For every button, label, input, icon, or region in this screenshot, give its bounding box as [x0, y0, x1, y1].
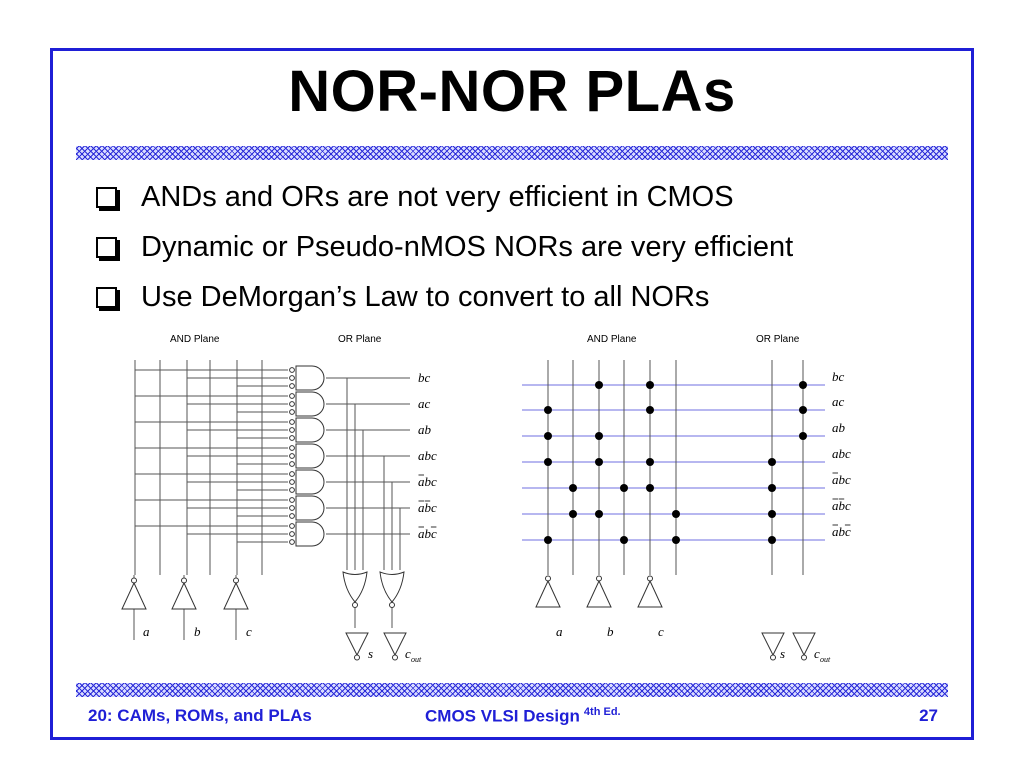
transistor-dot [595, 381, 603, 389]
gate-input-bubble [290, 446, 295, 451]
or-gate [380, 572, 404, 602]
input-label-c: c [246, 624, 252, 639]
transistor-dot [620, 484, 628, 492]
transistor-dot [799, 432, 807, 440]
inverter-symbol [638, 581, 662, 607]
input-label-a: a [556, 624, 563, 639]
transistor-dot [646, 406, 654, 414]
gate-input-bubble [290, 402, 295, 407]
gate-input-bubble [290, 514, 295, 519]
term-label: bc [832, 369, 845, 384]
gate-output-bubble [390, 603, 395, 608]
transistor-dot [544, 432, 552, 440]
inverter-bubble [771, 655, 776, 660]
inverter-symbol [172, 583, 196, 609]
bullet-text: Use DeMorgan’s Law to convert to all NORs [141, 280, 710, 313]
inverter-symbol [587, 581, 611, 607]
gate-input-bubble [290, 472, 295, 477]
nor-and-gate [296, 470, 324, 494]
gate-input-bubble [290, 532, 295, 537]
transistor-dot [768, 510, 776, 518]
nor-and-gate [296, 444, 324, 468]
term-label: abc [418, 500, 437, 515]
gate-input-bubble [290, 462, 295, 467]
inverter-symbol [346, 633, 368, 655]
term-label: abc [832, 446, 851, 461]
term-label: abc [832, 472, 851, 487]
inverter-symbol [536, 581, 560, 607]
inverter-symbol [384, 633, 406, 655]
term-label: ac [832, 394, 845, 409]
transistor-dot [799, 406, 807, 414]
transistor-dot [544, 536, 552, 544]
term-label: abc [418, 448, 437, 463]
output-label-s: s [780, 646, 786, 661]
transistor-dot [544, 458, 552, 466]
nor-and-gate [296, 496, 324, 520]
bullet-text: Dynamic or Pseudo-nMOS NORs are very efficient [141, 230, 794, 263]
gate-input-bubble [290, 428, 295, 433]
term-label: ab [832, 420, 845, 435]
gate-output-bubble [353, 603, 358, 608]
nor-and-gate [296, 392, 324, 416]
left-or-plane-label: OR Plane [338, 334, 382, 345]
nor-and-gate [296, 522, 324, 546]
gate-input-bubble [290, 420, 295, 425]
left-and-plane-label: AND Plane [170, 334, 220, 345]
transistor-dot [646, 484, 654, 492]
output-label-cout: c [814, 646, 820, 661]
gate-input-bubble [290, 506, 295, 511]
footer-course-title: CMOS VLSI Design [425, 706, 580, 726]
right-or-plane-label: OR Plane [756, 334, 800, 345]
inverter-symbol [793, 633, 815, 655]
term-label: ac [418, 396, 431, 411]
bullet-text: ANDs and ORs are not very efficient in CMOS [141, 180, 734, 213]
inverter-bubble [802, 655, 807, 660]
term-label: ab [418, 422, 431, 437]
input-label-b: b [194, 624, 201, 639]
transistor-dot [595, 432, 603, 440]
right-pla-diagram [522, 334, 851, 664]
left-pla-diagram [122, 334, 437, 664]
transistor-dot [569, 484, 577, 492]
inverter-symbol [224, 583, 248, 609]
footer-page-number: 27 [919, 706, 938, 725]
transistor-dot [672, 510, 680, 518]
term-label: abc [418, 474, 437, 489]
right-and-plane-label: AND Plane [587, 334, 637, 345]
transistor-dot [768, 484, 776, 492]
transistor-dot [544, 406, 552, 414]
slide-title: NOR-NOR PLAs [288, 59, 736, 124]
input-label-a: a [143, 624, 150, 639]
nor-and-gate [296, 418, 324, 442]
term-label: abc [832, 498, 851, 513]
transistor-dot [595, 458, 603, 466]
output-label-cout-sub: out [820, 655, 831, 664]
bottom-divider [76, 683, 948, 697]
gate-input-bubble [290, 436, 295, 441]
transistor-dot [620, 536, 628, 544]
transistor-dot [799, 381, 807, 389]
transistor-dot [595, 510, 603, 518]
or-gate [343, 572, 367, 602]
transistor-dot [646, 381, 654, 389]
input-label-b: b [607, 624, 614, 639]
gate-input-bubble [290, 410, 295, 415]
gate-input-bubble [290, 488, 295, 493]
term-label: abc [832, 524, 851, 539]
transistor-dot [768, 458, 776, 466]
transistor-dot [569, 510, 577, 518]
gate-input-bubble [290, 368, 295, 373]
footer-chapter: 20: CAMs, ROMs, and PLAs [88, 706, 312, 725]
nor-and-gate [296, 366, 324, 390]
gate-input-bubble [290, 498, 295, 503]
input-label-c: c [658, 624, 664, 639]
gate-input-bubble [290, 524, 295, 529]
inverter-bubble [393, 655, 398, 660]
gate-input-bubble [290, 540, 295, 545]
term-label: abc [418, 526, 437, 541]
inverter-symbol [122, 583, 146, 609]
inverter-bubble [355, 655, 360, 660]
transistor-dot [768, 536, 776, 544]
transistor-dot [646, 458, 654, 466]
footer-edition: 4th Ed. [583, 706, 621, 718]
output-label-s: s [368, 646, 374, 661]
output-label-cout-sub: out [411, 655, 422, 664]
gate-input-bubble [290, 480, 295, 485]
gate-input-bubble [290, 454, 295, 459]
term-label: bc [418, 370, 431, 385]
gate-input-bubble [290, 376, 295, 381]
footer-course [425, 706, 621, 727]
transistor-dot [672, 536, 680, 544]
gate-input-bubble [290, 394, 295, 399]
output-label-cout: c [405, 646, 411, 661]
gate-input-bubble [290, 384, 295, 389]
